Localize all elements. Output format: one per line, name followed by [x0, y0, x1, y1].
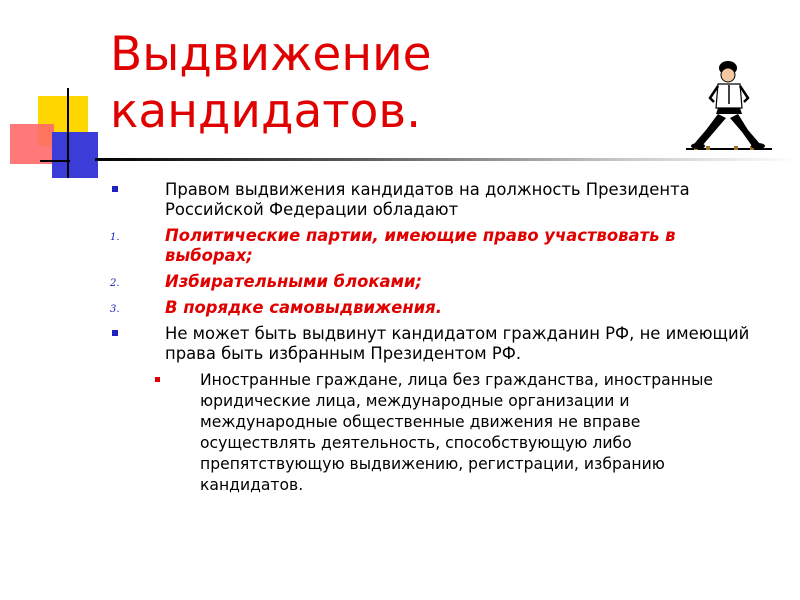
bullet-item [110, 324, 760, 364]
bullet-item [110, 180, 760, 220]
decor-short-line [40, 160, 70, 162]
sub-bullet-item [110, 370, 760, 496]
square-bullet-icon [112, 330, 118, 336]
title-line-2: кандидатов. [110, 84, 422, 139]
square-bullet-icon [112, 186, 118, 192]
slide-title [110, 26, 670, 140]
decor-red-square [10, 124, 54, 164]
numbered-item [110, 298, 760, 318]
item-number: 3. [110, 304, 120, 315]
item-text: В порядке самовыдвижения. [165, 298, 442, 317]
second-point-text: Не может быть выдвинут кандидатом гражданин РФ, не имеющий права быть избранным Президентом РФ. [165, 324, 750, 363]
decor-vertical-line [67, 88, 69, 178]
item-number: 1. [110, 232, 120, 243]
slide-body [110, 180, 760, 496]
intro-text: Правом выдвижения кандидатов на должность Президента Российской Федерации обладают [165, 180, 690, 219]
title-line-1: Выдвижение [110, 27, 432, 82]
item-number: 2. [110, 278, 120, 289]
walking-man-clipart-icon [682, 58, 774, 154]
decor-blue-square [52, 132, 98, 178]
item-text: Избирательными блоками; [165, 272, 423, 291]
red-square-bullet-icon [155, 377, 160, 382]
numbered-item [110, 272, 760, 292]
item-text: Политические партии, имеющие право участвовать в выборах; [165, 226, 676, 265]
numbered-item [110, 226, 760, 266]
title-divider-line [95, 158, 800, 161]
sub-point-text: Иностранные граждане, лица без гражданства, иностранные юридические лица, международные организации и международные общественные движения не вправе осуществлять деятельность, способствующую либо препятствующую выдвижению, регистрации, избранию кандидатов. [200, 371, 714, 494]
